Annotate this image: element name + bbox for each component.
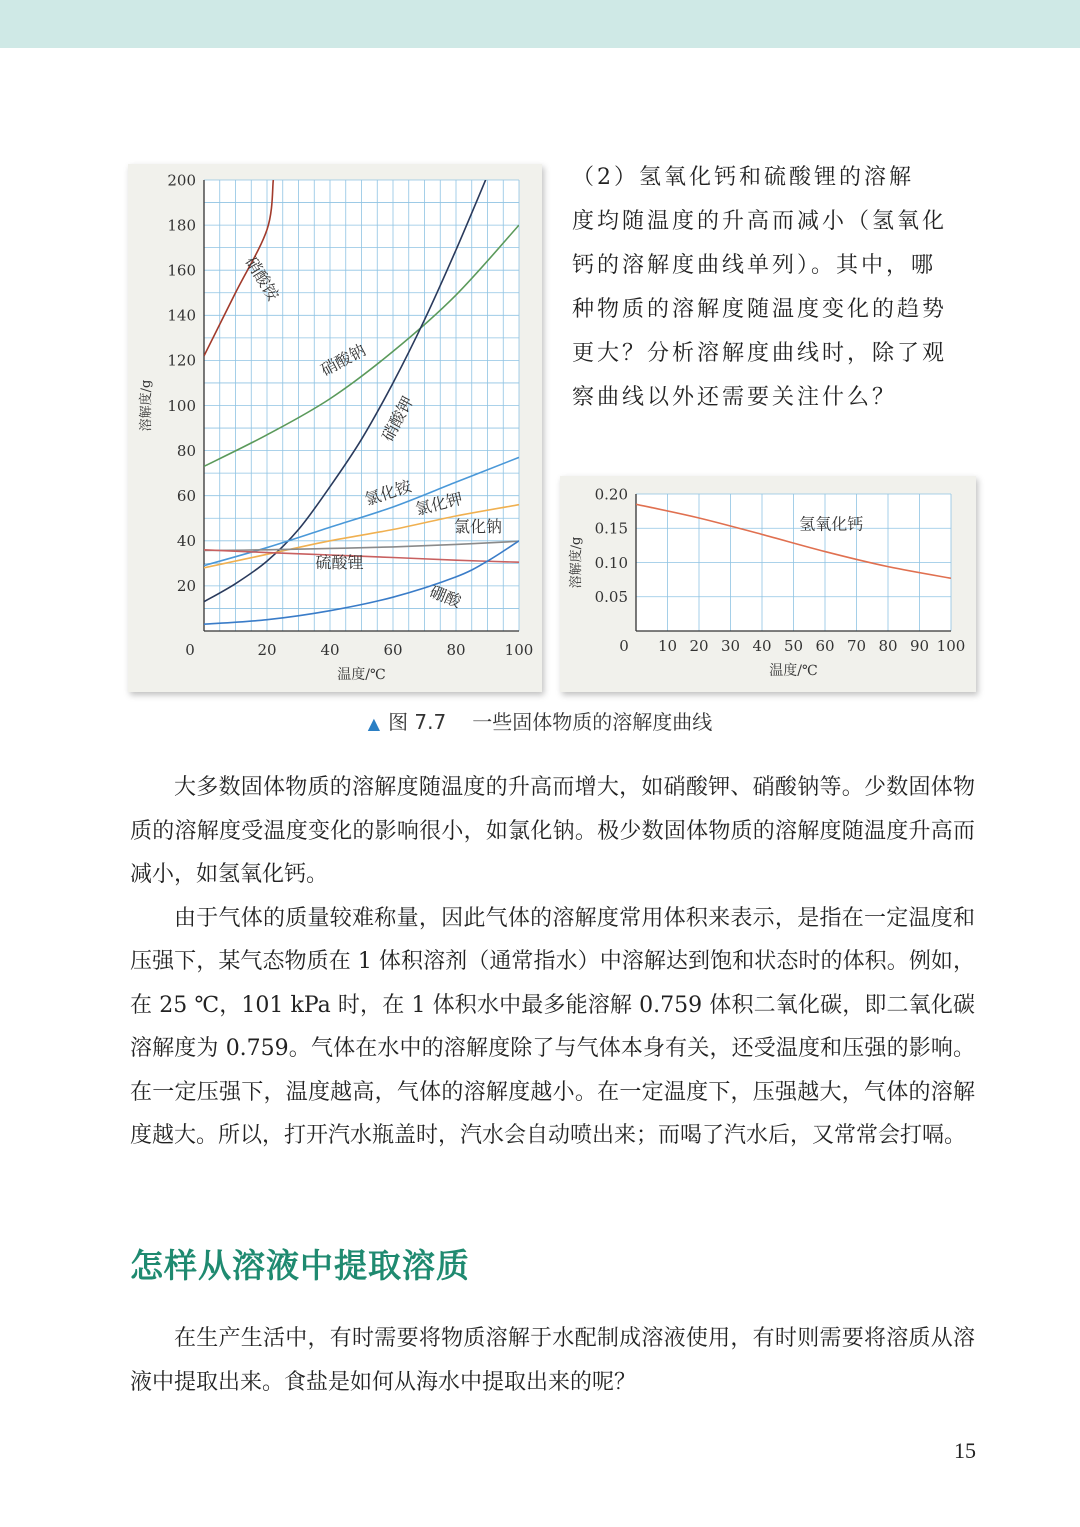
question-text [572, 156, 977, 420]
question-line: 更大？分析溶解度曲线时，除了观 [572, 341, 948, 366]
x-tick-label: 0 [619, 637, 629, 655]
question-line: 度均随温度的升高而减小（氢氧化 [572, 209, 948, 234]
x-tick-label: 60 [815, 637, 835, 655]
x-axis-label: 温度/℃ [337, 667, 386, 683]
y-tick-label: 0.05 [594, 588, 628, 606]
question-line: 钙的溶解度曲线单列）。其中，哪 [572, 253, 937, 278]
x-axis-label: 温度/℃ [769, 663, 818, 679]
paragraph-gas-solubility: 由于气体的质量较难称量，因此气体的溶解度常用体积来表示，是指在一定温度和压强下，某气态物质在 1 体积溶剂（通常指水）中溶解达到饱和状态时的体积。例如，在 25 ℃，101 kPa 时，在 1 体积水中最多能溶解 0.759 体积二氧化碳，即二氧化碳溶解度为 0.759。气体在水中的溶解度除了与气体本身有关，还受温度和压强的影响。在一定压强下，温度越高，气体的溶解度越小。在一定温度下，压强越大，气体的溶解度越大。所以，打开汽水瓶盖时，汽水会自动喷出来；而喝了汽水后，又常常会打嗝。 [130, 905, 975, 1148]
figure-caption [0, 706, 1080, 735]
y-tick-label: 120 [167, 351, 196, 370]
y-tick-label: 80 [176, 441, 196, 460]
series-annotation: 氢氧化钙 [799, 514, 864, 534]
series-annotation: 硝酸钾 [377, 393, 418, 445]
x-tick-label: 20 [689, 637, 709, 655]
y-tick-label: 160 [167, 261, 196, 280]
series-annotation: 氯化铵 [362, 476, 414, 510]
series-annotation: 硝酸钠 [317, 340, 369, 380]
series-annotation: 氯化钾 [413, 488, 465, 519]
x-tick-label: 10 [657, 637, 678, 655]
x-tick-label: 0 [185, 641, 195, 659]
calcium-hydroxide-chart-svg [560, 476, 976, 692]
question-line: （2）氢氧化钙和硫酸锂的溶解 [572, 165, 914, 190]
figure-label: 图 7.7 [388, 710, 447, 734]
x-tick-label: 40 [320, 641, 340, 659]
top-band [0, 0, 1080, 48]
x-tick-label: 60 [383, 641, 403, 659]
x-tick-label: 80 [446, 641, 466, 659]
figure-caption-text: 一些固体物质的溶解度曲线 [472, 710, 713, 734]
x-tick-label: 100 [504, 641, 534, 659]
x-tick-label: 50 [783, 637, 804, 655]
series-annotation: 硼酸 [427, 581, 464, 612]
body-text-block [130, 766, 975, 1158]
y-tick-label: 60 [176, 486, 196, 505]
x-tick-label: 30 [720, 637, 741, 655]
y-axis-label: 溶解度/g [569, 536, 584, 589]
y-tick-label: 0.20 [594, 485, 628, 504]
paragraph-solid-solubility: 大多数固体物质的溶解度随温度的升高而增大，如硝酸钾、硝酸钠等。少数固体物质的溶解度受温度变化的影响很小，如氯化钠。极少数固体物质的溶解度随温度升高而减小，如氢氧化钙。 [130, 775, 975, 887]
page-number: 15 [954, 1438, 976, 1463]
x-tick-label: 100 [936, 637, 966, 655]
question-line: 种物质的溶解度随温度变化的趋势 [572, 297, 948, 322]
y-tick-label: 40 [176, 532, 196, 551]
x-tick-label: 70 [846, 637, 867, 655]
calcium-hydroxide-chart [560, 476, 976, 692]
solubility-chart-svg [128, 164, 542, 692]
triangle-icon: ▲ [367, 714, 381, 733]
y-tick-label: 180 [167, 216, 196, 235]
section-heading: 怎样从溶液中提取溶质 [130, 1246, 470, 1285]
y-axis-label: 溶解度/g [139, 379, 154, 432]
y-tick-label: 0.10 [594, 553, 628, 572]
question-line: 察曲线以外还需要关注什么？ [572, 385, 898, 410]
body-text-block-2 [130, 1317, 975, 1404]
y-tick-label: 0.15 [594, 519, 628, 538]
series-annotation: 氯化钠 [454, 516, 503, 536]
x-tick-label: 40 [752, 637, 772, 655]
y-tick-label: 200 [167, 171, 196, 190]
y-tick-label: 20 [176, 577, 196, 596]
solubility-chart [128, 164, 542, 692]
series-annotation: 硝酸铵 [241, 253, 283, 304]
x-tick-label: 90 [909, 637, 930, 655]
x-tick-label: 20 [257, 641, 277, 659]
paragraph-extract-solute: 在生产生活中，有时需要将物质溶解于水配制成溶液使用，有时则需要将溶质从溶液中提取出来。食盐是如何从海水中提取出来的呢？ [130, 1326, 975, 1395]
y-tick-label: 100 [167, 396, 196, 415]
x-tick-label: 80 [878, 637, 898, 655]
series-annotation: 硫酸锂 [315, 552, 364, 572]
y-tick-label: 140 [167, 306, 196, 325]
